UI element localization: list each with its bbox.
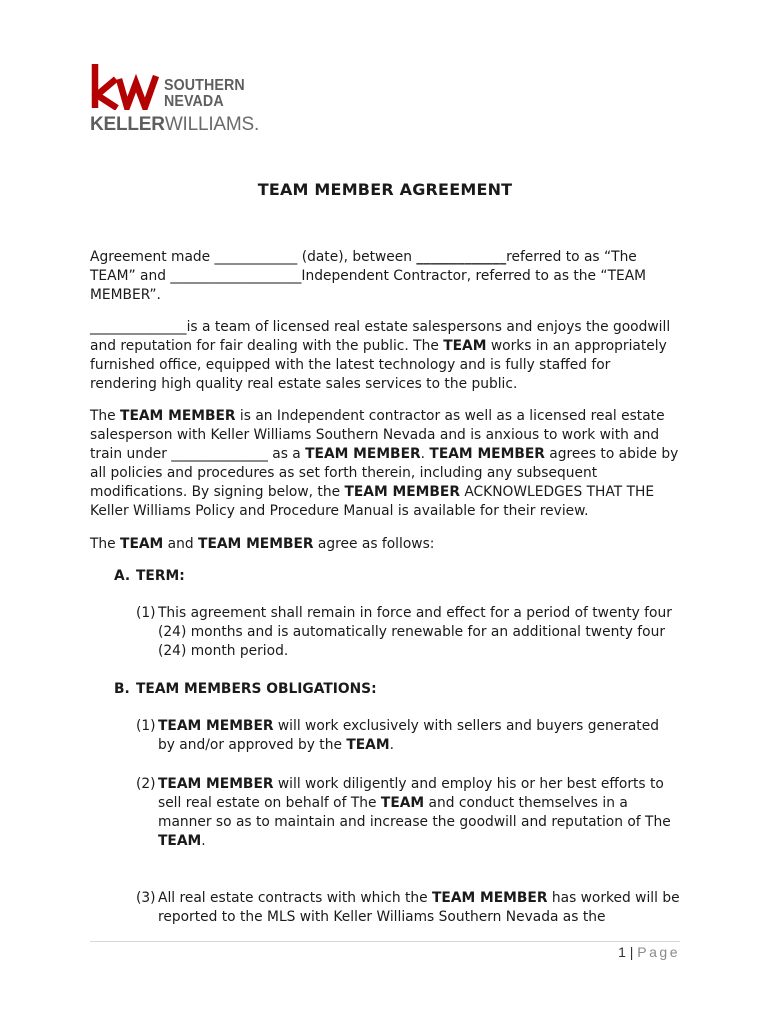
bold-run: TEAM <box>380 795 425 811</box>
bold-run: TEAM <box>120 536 164 552</box>
bold-run: TEAM MEMBER <box>431 890 548 906</box>
text-run: ______________is a team of licensed real estate salespersons and enjoys the goodwill and reputation for fair dealing with the public. The <box>90 319 671 354</box>
section-letter: A. <box>114 568 131 584</box>
section-title: TEAM MEMBERS OBLIGATIONS: <box>136 681 377 697</box>
kw-logo-mark <box>90 62 160 110</box>
text-run: All real estate contracts with which the <box>158 890 432 906</box>
footer-divider <box>90 941 680 942</box>
list-item-number: (1) <box>136 718 156 734</box>
list-item-text <box>158 775 680 851</box>
list-item-text <box>158 889 680 927</box>
bold-run: TEAM <box>443 338 487 354</box>
text-run: is an Independent contractor as well as a licensed real estate salesperson with Keller Williams Southern Nevada and is anxious to work with and train under ______________ as a <box>90 408 665 462</box>
document-title: TEAM MEMBER AGREEMENT <box>257 180 513 199</box>
list-item-number: (2) <box>136 776 156 792</box>
keller-williams-logo <box>90 62 260 134</box>
list-item-number: (3) <box>136 890 156 906</box>
bold-run: TEAM MEMBER <box>344 484 460 500</box>
bold-run: TEAM MEMBER <box>120 408 236 424</box>
text-run: ACKNOWLEDGES THAT THE Keller Williams Policy and Procedure Manual is available for their review. <box>90 484 655 519</box>
text-run: Agreement made ____________ (date), between <box>90 249 417 265</box>
text-run: referred to as “The TEAM” and ___________________Independent Contractor, referred to as the “TEAM MEMBER”. <box>90 249 647 303</box>
text-run: . <box>389 737 394 753</box>
page-footer <box>618 944 680 960</box>
text-run: and conduct themselves in a manner so as to maintain and increase the goodwill and reputation of The <box>158 795 671 830</box>
text-run: will work exclusively with sellers and buyers generated by and/or approved by the <box>158 718 659 753</box>
text-run: will work diligently and employ his or her best efforts to sell real estate on behalf of The <box>158 776 664 811</box>
list-item-text <box>158 717 680 755</box>
logo-region-name <box>164 78 245 110</box>
paragraph-team-member-description <box>90 407 680 521</box>
logo-region-line1: SOUTHERN <box>164 77 245 94</box>
bold-run: TEAM MEMBER <box>198 536 314 552</box>
text-run: and <box>163 536 199 552</box>
paragraph-agree-as-follows <box>90 535 680 554</box>
text-run: agrees to abide by all policies and procedures as set forth therein, including any subsequent modifications. By signing below, the <box>90 446 679 500</box>
list-item <box>136 717 680 755</box>
text-run: . <box>420 446 430 462</box>
text-run: agree as follows: <box>313 536 435 552</box>
logo-wordmark-bold: KELLER <box>90 114 165 135</box>
page-label: Page <box>637 944 680 960</box>
list-item <box>136 604 680 661</box>
text-run: The <box>90 408 121 424</box>
section-title: TERM: <box>136 568 185 584</box>
text-run: works in an appropriately furnished office, equipped with the latest technology and is fully staffed for rendering high quality real estate sales services to the public. <box>90 338 667 392</box>
section-heading-obligations <box>114 680 377 699</box>
list-item-text: This agreement shall remain in force and effect for a period of twenty four (24) months and is automatically renewable for an additional twenty four (24) month period. <box>158 605 672 659</box>
text-run: has worked will be reported to the MLS with Keller Williams Southern Nevada as the <box>158 890 680 925</box>
page-separator: | <box>625 944 638 960</box>
text-run: . <box>201 833 206 849</box>
list-item <box>136 889 680 927</box>
paragraph-parties <box>90 248 680 305</box>
bold-run: TEAM MEMBER <box>158 776 274 792</box>
section-heading-term <box>114 567 185 586</box>
logo-region-line2: NEVADA <box>164 93 224 110</box>
text-run: The <box>90 536 121 552</box>
logo-wordmark-light: WILLIAMS. <box>164 114 260 135</box>
logo-wordmark <box>90 115 259 135</box>
bold-run: _____________ <box>416 249 507 265</box>
bold-run: TEAM MEMBER <box>158 718 274 734</box>
bold-run: TEAM MEMBER <box>429 446 545 462</box>
page-number: 1 <box>618 944 626 960</box>
bold-run: TEAM MEMBER <box>305 446 421 462</box>
bold-run: TEAM <box>346 737 390 753</box>
list-item <box>136 775 680 851</box>
section-letter: B. <box>114 681 130 697</box>
paragraph-team-description <box>90 318 680 394</box>
list-item-number: (1) <box>136 605 156 621</box>
bold-run: TEAM <box>158 833 202 849</box>
